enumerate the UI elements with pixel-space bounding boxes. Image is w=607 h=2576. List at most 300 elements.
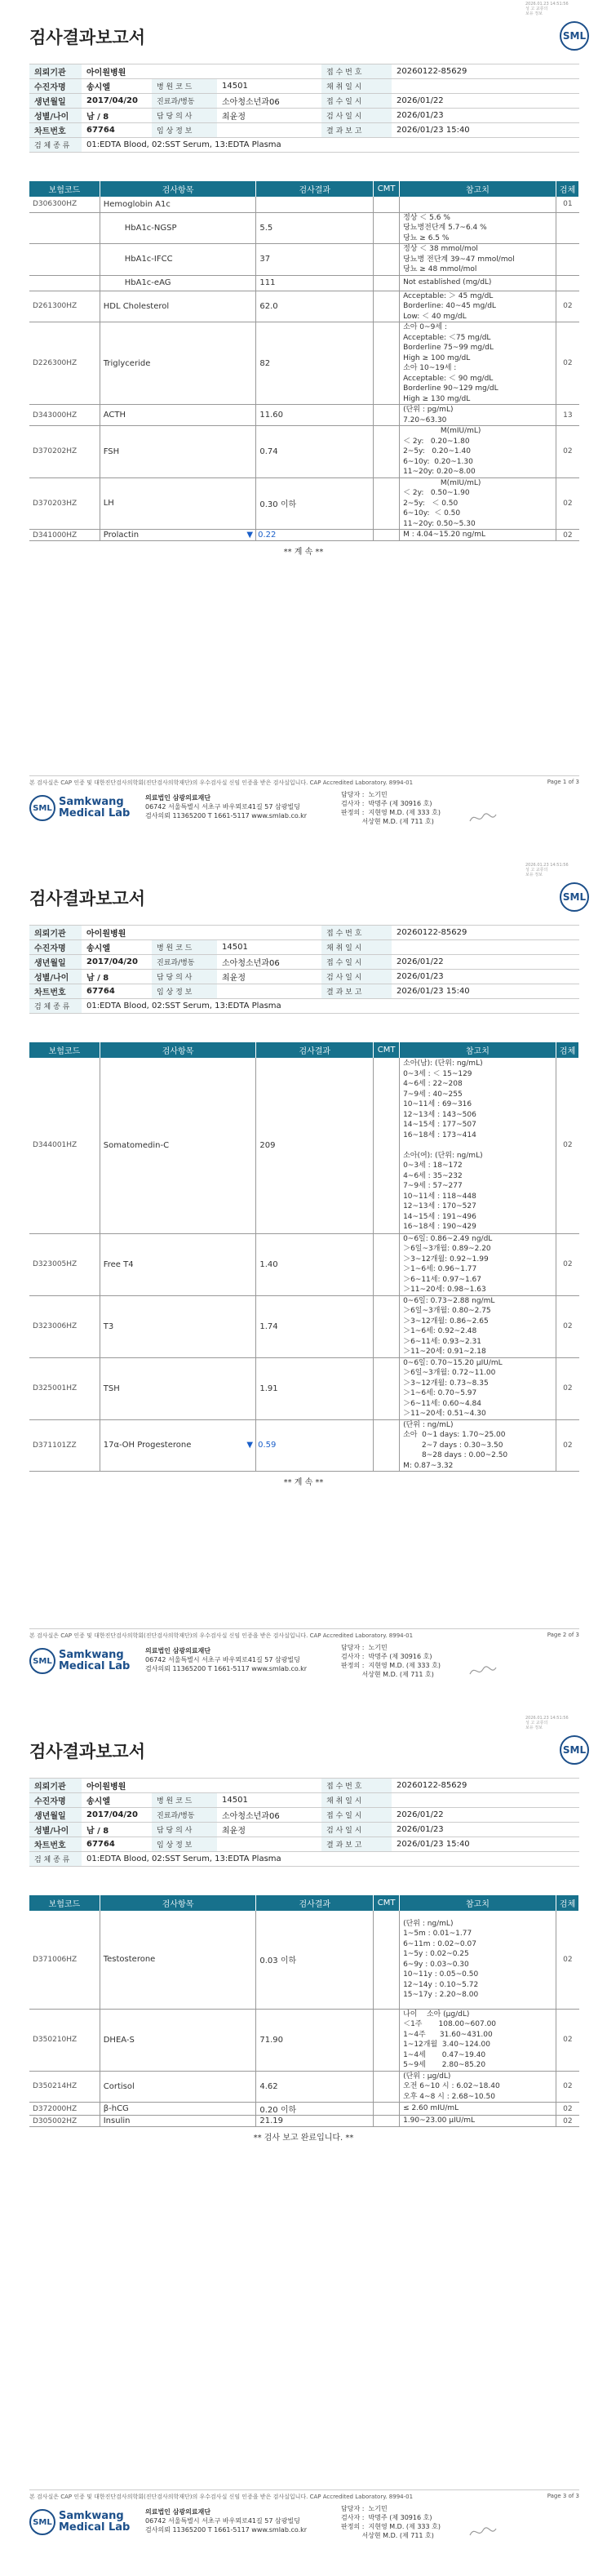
patient-info-table <box>29 925 579 1014</box>
info-doctor-label: 담 당 의 사 <box>152 1823 217 1837</box>
info-clinical-label: 임 상 정 보 <box>152 984 217 999</box>
info-chart-label: 차트번호 <box>29 984 82 999</box>
report-page <box>0 861 607 1718</box>
reference-text: 0~6일: 0.86~2.49 ng/dL ＞6일~3개월: 0.89~2.20 ＞3~12개월: 0.92~1.99 ＞1~6세: 0.96~1.77 ＞6~11세: 0.97~1.67 ＞11~20세: 0.98~1.63 <box>403 1234 493 1294</box>
info-patient-label: 수진자명 <box>29 79 82 94</box>
result-value: 62.0 <box>259 301 278 311</box>
comment <box>374 426 400 478</box>
low-flag-arrow-icon: ▼ <box>246 1441 254 1450</box>
insurance-code: D370203HZ <box>29 477 100 530</box>
insurance-code: D370202HZ <box>29 426 100 478</box>
info-patient: 송시엘 <box>82 1793 152 1808</box>
specimen-code <box>556 212 579 244</box>
info-report-date: 2026/01/23 15:40 <box>392 123 579 138</box>
comment <box>374 530 400 541</box>
insurance-code <box>29 212 100 244</box>
stamp-line: 2026.01.23 14:51:56 <box>525 1716 569 1721</box>
insurance-code: D325001HZ <box>29 1357 100 1419</box>
samkwang-logo <box>29 795 130 821</box>
report-page <box>0 0 607 857</box>
signatory-line: 담당자 : 노기민 <box>341 1644 388 1651</box>
reference-range <box>400 291 556 322</box>
test-result <box>246 530 374 541</box>
info-test-date: 2026/01/23 <box>392 970 579 984</box>
column-header: 검체 <box>556 181 579 197</box>
test-result <box>256 2009 374 2071</box>
reference-range <box>400 426 556 478</box>
info-sexage: 남 / 8 <box>82 970 152 984</box>
comment <box>374 2009 400 2071</box>
specimen-code: 02 <box>556 477 579 530</box>
stamp-line: 보유 정보 <box>525 873 543 877</box>
reference-range <box>400 1357 556 1419</box>
reference-range <box>400 275 556 291</box>
insurance-code: D344001HZ <box>29 1058 100 1233</box>
specimen-code: 02 <box>556 1295 579 1357</box>
info-sample-no <box>392 1793 579 1808</box>
address-line: 06742 서울특별시 서초구 바우뫼로41길 57 삼광빌딩 <box>145 803 300 811</box>
info-birth-label: 생년월일 <box>29 94 82 109</box>
insurance-code: D323005HZ <box>29 1233 100 1295</box>
org-name: 의료법인 삼광의료재단 <box>145 1647 211 1654</box>
info-dept-label: 진료과/병동 <box>152 94 217 109</box>
reference-text: 정상 ＜ 38 mmol/mol 당뇨병 전단계 39~47 mmol/mol 당뇨 ≥ 48 mmol/mol <box>403 245 515 273</box>
test-result <box>256 1295 374 1357</box>
info-hospital: 아이원병원 <box>82 926 321 940</box>
insurance-code: D305002HZ <box>29 2116 100 2127</box>
stamp-line: 성 고 교류의 <box>525 868 548 873</box>
result-row <box>29 426 579 478</box>
info-chart-no: 67764 <box>82 123 152 138</box>
result-value: 5.5 <box>259 223 273 233</box>
test-result <box>246 1419 374 1472</box>
page-number: Page 2 of 3 <box>547 1632 579 1638</box>
column-header: 검사결과 <box>256 1042 374 1058</box>
signature-icon <box>467 808 499 828</box>
info-specimen: 01:EDTA Blood, 02:SST Serum, 13:EDTA Plasma <box>82 138 579 153</box>
org-name: 의료법인 삼광의료재단 <box>145 2508 211 2516</box>
info-chart-no: 67764 <box>82 984 152 999</box>
info-code-label: 병 원 코 드 <box>152 940 217 955</box>
comment <box>374 291 400 322</box>
reference-text: (단위 : pg/mL) 7.20~63.30 <box>403 406 454 424</box>
sml-circle-logo-icon: SML <box>29 795 55 821</box>
info-specimen: 01:EDTA Blood, 02:SST Serum, 13:EDTA Plasma <box>82 999 579 1014</box>
footer-divider <box>29 1628 579 1629</box>
test-result <box>256 1357 374 1419</box>
samkwang-logo <box>29 2509 130 2535</box>
brand-name <box>59 2511 130 2534</box>
info-test-date-label: 검 사 일 시 <box>321 970 392 984</box>
stamp-line: 보유 정보 <box>525 1725 543 1730</box>
test-result <box>256 322 374 405</box>
reference-text: ≤ 2.60 mIU/mL <box>403 2104 459 2113</box>
comment <box>374 1419 400 1472</box>
comment <box>374 2071 400 2103</box>
test-item: HbA1c-IFCC <box>100 244 256 276</box>
report-page <box>0 1714 607 2571</box>
comment <box>374 197 400 212</box>
reference-text: Acceptable: ＞ 45 mg/dL Borderline: 40~45 mg/dL Low: ＜ 40 mg/dL <box>403 291 496 321</box>
insurance-code: D343000HZ <box>29 405 100 426</box>
info-report-date-label: 결 과 보 고 <box>321 1837 392 1852</box>
info-receipt-no-label: 접 수 번 호 <box>321 926 392 940</box>
column-header: CMT <box>374 1042 400 1058</box>
info-specimen-label: 검 체 종 류 <box>29 999 82 1014</box>
info-receipt-no-label: 접 수 번 호 <box>321 64 392 79</box>
insurance-code <box>29 244 100 276</box>
patient-info-table <box>29 64 579 153</box>
column-header: CMT <box>374 1895 400 1911</box>
comment <box>374 2116 400 2127</box>
reference-range <box>400 477 556 530</box>
comment <box>374 1357 400 1419</box>
brand-line-1: Samkwang <box>59 796 124 808</box>
column-header: 검체 <box>556 1042 579 1058</box>
test-result <box>256 212 374 244</box>
result-row <box>29 291 579 322</box>
test-item: TSH <box>100 1357 256 1419</box>
specimen-code: 02 <box>556 2009 579 2071</box>
result-row <box>29 2116 579 2127</box>
specimen-code: 02 <box>556 1911 579 2009</box>
info-receipt-no: 20260122-85629 <box>392 64 579 79</box>
signature-icon <box>467 2522 499 2542</box>
brand-name <box>59 1650 130 1672</box>
reference-range <box>400 2071 556 2103</box>
result-value: 0.03 이하 <box>259 1956 297 1966</box>
info-test-date-label: 검 사 일 시 <box>321 109 392 123</box>
info-dept: 소아청소년과06 <box>217 94 321 109</box>
test-result <box>256 1058 374 1233</box>
sml-circle-logo-icon: SML <box>29 1648 55 1674</box>
reference-range <box>400 322 556 405</box>
test-item: HbA1c-eAG <box>100 275 256 291</box>
column-header: 검사항목 <box>100 181 256 197</box>
test-item: Hemoglobin A1c <box>100 197 256 212</box>
test-item: Prolactin <box>100 530 256 541</box>
result-value: 1.40 <box>259 1259 278 1269</box>
comment <box>374 405 400 426</box>
result-row <box>29 1058 579 1233</box>
brand-line-2: Medical Lab <box>59 1660 131 1672</box>
tel-line: 검사의뢰 11365200 T 1661-5117 www.smlab.co.kr <box>145 2526 308 2534</box>
address-line: 06742 서울특별시 서초구 바우뫼로41길 57 삼광빌딩 <box>145 1656 300 1663</box>
specimen-code: 02 <box>556 1058 579 1233</box>
info-test-date: 2026/01/23 <box>392 1823 579 1837</box>
reference-range <box>400 2103 556 2116</box>
test-result <box>256 426 374 478</box>
test-result <box>256 405 374 426</box>
brand-line-1: Samkwang <box>59 1649 124 1661</box>
signatory-line: 검사자 : 박명주 (제 30916 호) <box>341 800 432 807</box>
reference-range <box>400 244 556 276</box>
signatory-line: 검사자 : 박명주 (제 30916 호) <box>341 1653 432 1660</box>
result-value: 111 <box>259 278 276 287</box>
reference-text: Not established (mg/dL) <box>403 278 492 287</box>
stamp-line: 성 고 교류의 <box>525 1721 548 1725</box>
info-clinical <box>217 123 321 138</box>
result-value: 1.74 <box>259 1321 278 1331</box>
info-specimen-label: 검 체 종 류 <box>29 138 82 153</box>
info-report-date: 2026/01/23 15:40 <box>392 1837 579 1852</box>
info-clinical-label: 임 상 정 보 <box>152 1837 217 1852</box>
test-result <box>256 1233 374 1295</box>
signatory-line: 판정의 : 지현영 M.D. (제 333 호) <box>341 1662 441 1669</box>
column-header: 참고치 <box>400 1042 556 1058</box>
result-value: 11.60 <box>259 411 284 420</box>
result-value: 4.62 <box>259 2081 278 2091</box>
footer-divider <box>29 775 579 776</box>
page-number: Page 1 of 3 <box>547 779 579 785</box>
result-value: 71.90 <box>259 2035 284 2045</box>
result-row <box>29 1295 579 1357</box>
column-header: 참고치 <box>400 181 556 197</box>
comment <box>374 1233 400 1295</box>
result-row <box>29 322 579 405</box>
result-value: 0.22 <box>258 531 277 540</box>
signatory-line: 서상현 M.D. (제 711 호) <box>341 2532 434 2539</box>
info-receipt-no: 20260122-85629 <box>392 1779 579 1793</box>
accreditation-note: 본 검사실은 CAP 인증 및 대한진단검사의학회(진단검사의학재단)의 우수검사실 신임 인증을 받은 검사실입니다. CAP Accredited Laboratory. 8994-01 <box>29 779 414 786</box>
result-value: 0.20 이하 <box>259 2106 297 2115</box>
reference-text: 정상 ＜ 5.6 % 당뇨병전단계 5.7~6.4 % 당뇨 ≥ 6.5 % <box>403 213 487 242</box>
test-item: Testosterone <box>100 1911 256 2009</box>
info-sexage-label: 성별/나이 <box>29 970 82 984</box>
info-sexage: 남 / 8 <box>82 1823 152 1837</box>
test-item: Free T4 <box>100 1233 256 1295</box>
info-receipt-no: 20260122-85629 <box>392 926 579 940</box>
info-report-date: 2026/01/23 15:40 <box>392 984 579 999</box>
insurance-code: D350214HZ <box>29 2071 100 2103</box>
signatory-line: 담당자 : 노기민 <box>341 2505 388 2512</box>
comment <box>374 1058 400 1233</box>
column-header: 검사결과 <box>256 1895 374 1911</box>
specimen-code: 02 <box>556 530 579 541</box>
test-item: Insulin <box>100 2116 256 2127</box>
comment <box>374 275 400 291</box>
test-result <box>256 244 374 276</box>
report-end-marker: ** 검사 보고 완료입니다. ** <box>253 2134 354 2143</box>
comment <box>374 477 400 530</box>
test-result <box>256 2103 374 2116</box>
signatory-line: 판정의 : 지현영 M.D. (제 333 호) <box>341 809 441 816</box>
test-item: ACTH <box>100 405 256 426</box>
info-birth: 2017/04/20 <box>82 94 152 109</box>
reference-range <box>400 530 556 541</box>
results-table <box>29 181 579 541</box>
info-dept-label: 진료과/병동 <box>152 1808 217 1823</box>
info-code: 14501 <box>217 1793 321 1808</box>
info-code: 14501 <box>217 940 321 955</box>
info-receive-label: 접 수 일 시 <box>321 94 392 109</box>
result-row <box>29 197 579 212</box>
specimen-code: 02 <box>556 2103 579 2116</box>
reference-text: 소아(남): (단위: ng/mL) 0~3세 : ＜ 15~129 4~6세 : 22~208 7~9세 : 40~255 10~11세 : 69~316 12~13세 : 143~506 14~15세 : 177~507 16~18세 : 173~414 소아(여): (단위: ng/mL) 0~3세 : 18~172 4~6세 : 35~232 7~9세 : 57~277 10~11세 : 118~448 12~13세 : 170~527 14~15세 : 191~496 16~18세 : 190~429 <box>403 1059 483 1231</box>
accreditation-note: 본 검사실은 CAP 인증 및 대한진단검사의학회(진단검사의학재단)의 우수검사실 신임 인증을 받은 검사실입니다. CAP Accredited Laboratory. 8994-01 <box>29 2494 414 2500</box>
test-item: FSH <box>100 426 256 478</box>
reference-text: M(mIU/mL) ＜ 2y: 0.20~1.80 2~5y: 0.20~1.40 6~10y: 0.20~1.30 11~20y: 0.20~8.00 <box>403 427 481 476</box>
stamp-line: 2026.01.23 14:51:56 <box>525 863 569 868</box>
result-value: 37 <box>259 255 271 264</box>
result-row <box>29 477 579 530</box>
patient-info-table <box>29 1778 579 1867</box>
sml-logo-badge: SML <box>560 21 589 51</box>
test-result <box>256 291 374 322</box>
insurance-code: D350210HZ <box>29 2009 100 2071</box>
info-sample-no-label: 채 취 일 시 <box>321 940 392 955</box>
reference-range <box>400 405 556 426</box>
signatory-line: 서상현 M.D. (제 711 호) <box>341 1671 434 1678</box>
test-result <box>256 197 374 212</box>
insurance-code: D371101ZZ <box>29 1419 100 1472</box>
stamp-line: 성 고 교류의 <box>525 7 548 11</box>
info-hospital-label: 의뢰기관 <box>29 926 82 940</box>
result-value: 1.91 <box>259 1383 278 1393</box>
column-header: 보험코드 <box>29 1895 100 1911</box>
insurance-code <box>29 275 100 291</box>
info-sexage: 남 / 8 <box>82 109 152 123</box>
result-value: 0.30 이하 <box>259 500 297 510</box>
info-doctor: 최윤정 <box>217 970 321 984</box>
info-receive-label: 접 수 일 시 <box>321 1808 392 1823</box>
signatory-line: 서상현 M.D. (제 711 호) <box>341 818 434 825</box>
reference-range <box>400 2116 556 2127</box>
signatory-line: 담당자 : 노기민 <box>341 791 388 798</box>
column-header: 검사결과 <box>256 181 374 197</box>
specimen-code <box>556 275 579 291</box>
continued-marker: ** 계 속 ** <box>283 1478 324 1487</box>
reference-range <box>400 2009 556 2071</box>
info-report-date-label: 결 과 보 고 <box>321 984 392 999</box>
info-doctor-label: 담 당 의 사 <box>152 970 217 984</box>
test-item: HbA1c-NGSP <box>100 212 256 244</box>
info-sexage-label: 성별/나이 <box>29 1823 82 1837</box>
specimen-code: 02 <box>556 1357 579 1419</box>
info-sample-no-label: 채 취 일 시 <box>321 1793 392 1808</box>
info-doctor: 최윤정 <box>217 109 321 123</box>
accreditation-note: 본 검사실은 CAP 인증 및 대한진단검사의학회(진단검사의학재단)의 우수검사실 신임 인증을 받은 검사실입니다. CAP Accredited Laboratory. 8994-01 <box>29 1632 414 1639</box>
info-hospital-label: 의뢰기관 <box>29 1779 82 1793</box>
signatories <box>341 2504 441 2540</box>
info-birth-label: 생년월일 <box>29 1808 82 1823</box>
info-clinical <box>217 984 321 999</box>
reference-range <box>400 1058 556 1233</box>
info-clinical-label: 임 상 정 보 <box>152 123 217 138</box>
reference-text: 0~6일: 0.70~15.20 μIU/mL ＞6일~3개월: 0.72~11.00 ＞3~12개월: 0.73~8.35 ＞1~6세: 0.70~5.97 ＞6~11세: 0.60~4.84 ＞11~20세: 0.51~4.30 <box>403 1358 503 1418</box>
signatory-line: 검사자 : 박명주 (제 30916 호) <box>341 2514 432 2521</box>
result-row <box>29 2071 579 2103</box>
report-title: 검사결과보고서 <box>29 28 146 47</box>
info-code: 14501 <box>217 79 321 94</box>
result-value: 0.74 <box>259 446 278 456</box>
test-item: Triglyceride <box>100 322 256 405</box>
specimen-code <box>556 244 579 276</box>
info-birth: 2017/04/20 <box>82 1808 152 1823</box>
info-chart-label: 차트번호 <box>29 123 82 138</box>
result-value: 82 <box>259 358 271 368</box>
reference-text: M(mIU/mL) ＜ 2y: 0.50~1.90 2~5y: ＜ 0.50 6~10y: ＜ 0.50 11~20y: 0.50~5.30 <box>403 478 481 528</box>
column-header: 보험코드 <box>29 181 100 197</box>
brand-line-2: Medical Lab <box>59 807 131 819</box>
print-stamp <box>525 863 574 877</box>
result-row <box>29 2009 579 2071</box>
specimen-code: 02 <box>556 1233 579 1295</box>
insurance-code: D371006HZ <box>29 1911 100 2009</box>
signatories <box>341 790 441 826</box>
info-chart-label: 차트번호 <box>29 1837 82 1852</box>
column-header: 검사항목 <box>100 1895 256 1911</box>
info-sample-no <box>392 79 579 94</box>
test-result <box>256 2071 374 2103</box>
info-receive-date: 2026/01/22 <box>392 1808 579 1823</box>
insurance-code: D306300HZ <box>29 197 100 212</box>
column-header: 참고치 <box>400 1895 556 1911</box>
test-item: 17α-OH Progesterone <box>100 1419 256 1472</box>
result-row <box>29 1357 579 1419</box>
test-item: DHEA-S <box>100 2009 256 2071</box>
info-birth: 2017/04/20 <box>82 955 152 970</box>
signatories <box>341 1643 441 1679</box>
info-code-label: 병 원 코 드 <box>152 79 217 94</box>
insurance-code: D323006HZ <box>29 1295 100 1357</box>
brand-name <box>59 797 130 819</box>
lab-address <box>145 793 307 820</box>
print-stamp <box>525 1716 574 1730</box>
info-dept-label: 진료과/병동 <box>152 955 217 970</box>
sml-circle-logo-icon: SML <box>29 2509 55 2535</box>
insurance-code: D372000HZ <box>29 2103 100 2116</box>
comment <box>374 212 400 244</box>
result-row <box>29 1419 579 1472</box>
tel-line: 검사의뢰 11365200 T 1661-5117 www.smlab.co.kr <box>145 812 308 819</box>
print-stamp <box>525 2 574 16</box>
specimen-code: 02 <box>556 1419 579 1472</box>
result-row <box>29 275 579 291</box>
reference-text: (단위 : ng/mL) 1~5m : 0.01~1.77 6~11m : 0.02~0.07 1~5y : 0.02~0.25 6~9y : 0.03~0.30 10~11y : 0.05~0.50 12~14y : 0.10~5.72 15~17y : 2.20~8.00 <box>403 1919 479 2000</box>
brand-line-1: Samkwang <box>59 2510 124 2522</box>
results-table <box>29 1042 579 1472</box>
test-item: LH <box>100 477 256 530</box>
info-code-label: 병 원 코 드 <box>152 1793 217 1808</box>
specimen-code: 02 <box>556 2071 579 2103</box>
test-result <box>256 477 374 530</box>
sml-logo-badge: SML <box>560 1735 589 1765</box>
test-item: β-hCG <box>100 2103 256 2116</box>
org-name: 의료법인 삼광의료재단 <box>145 794 211 802</box>
test-item: Somatomedin-C <box>100 1058 256 1233</box>
reference-range <box>400 1911 556 2009</box>
test-item: T3 <box>100 1295 256 1357</box>
info-sexage-label: 성별/나이 <box>29 109 82 123</box>
result-row <box>29 244 579 276</box>
reference-text: 소아 0~9세 : Acceptable: ＜75 mg/dL Borderline 75~99 mg/dL High ≥ 100 mg/dL 소아 10~19세 : Acceptable: ＜ 90 mg/dL Borderline 90~129 mg/dL High ≥ 130 mg/dL <box>403 323 498 403</box>
info-doctor: 최윤정 <box>217 1823 321 1837</box>
info-dept: 소아청소년과06 <box>217 1808 321 1823</box>
result-value: 21.19 <box>259 2116 284 2125</box>
info-hospital: 아이원병원 <box>82 64 321 79</box>
lab-address <box>145 2507 307 2534</box>
specimen-code: 01 <box>556 197 579 212</box>
comment <box>374 2103 400 2116</box>
reference-range <box>400 1295 556 1357</box>
lab-address <box>145 1646 307 1673</box>
info-patient-label: 수진자명 <box>29 940 82 955</box>
brand-line-2: Medical Lab <box>59 2521 131 2534</box>
signatory-line: 판정의 : 지현영 M.D. (제 333 호) <box>341 2523 441 2530</box>
info-specimen-label: 검 체 종 류 <box>29 1852 82 1867</box>
signature-icon <box>467 1661 499 1681</box>
